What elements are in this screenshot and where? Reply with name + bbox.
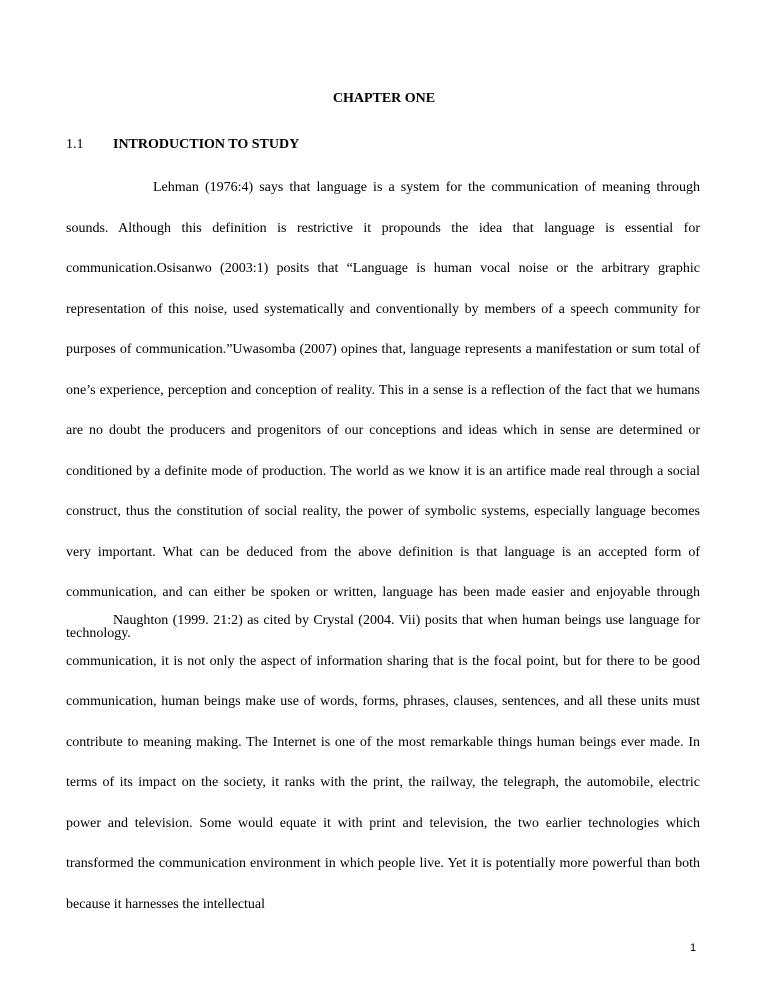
paragraph-1: Lehman (1976:4) says that language is a system for the communication of meaning through sounds. Although this definition is restrictive it propounds the idea that language is essential for communication.Osisanwo (2003:1) posits that “Language is human vocal noise or the arbitrary graphic representation of this noise, used systematically and conventionally by members of a speech community for purposes of communication.”Uwasomba (2007) opines that, language represents a manifestation or sum total of one’s experience, perception and conception of reality. This in a sense is a reflection of the fact that we humans are no doubt the producers and progenitors of our conceptions and ideas which in sense are determined or conditioned by a definite mode of production. The world as we know it is an artifice made real through a social construct, thus the constitution of social reality, the power of symbolic systems, especially language becomes very important. What can be deduced from the above definition is that language is an accepted form of communication, and can either be spoken or written, language has been made easier and enjoyable through technology.	[66, 180, 700, 641]
page-number: 1	[690, 942, 697, 954]
section-title: INTRODUCTION TO STUDY	[113, 137, 300, 152]
paragraph-2: Naughton (1999. 21:2) as cited by Crystal (2004. Vii) posits that when human beings use language for communication, it is not only the aspect of information sharing that is the focal point, but for there to be good communication, human beings make use of words, forms, phrases, clauses, sentences, and all these units must contribute to meaning making. The Internet is one of the most remarkable things human beings ever made. In terms of its impact on the society, it ranks with the print, the railway, the telegraph, the automobile, electric power and television. Some would equate it with print and television, the two earlier technologies which transformed the communication environment in which people live. Yet it is potentially more powerful than both because it harnesses the intellectual	[66, 613, 700, 912]
chapter-title: CHAPTER ONE	[332, 91, 436, 106]
section-number: 1.1	[66, 137, 84, 152]
section-heading	[66, 137, 299, 153]
